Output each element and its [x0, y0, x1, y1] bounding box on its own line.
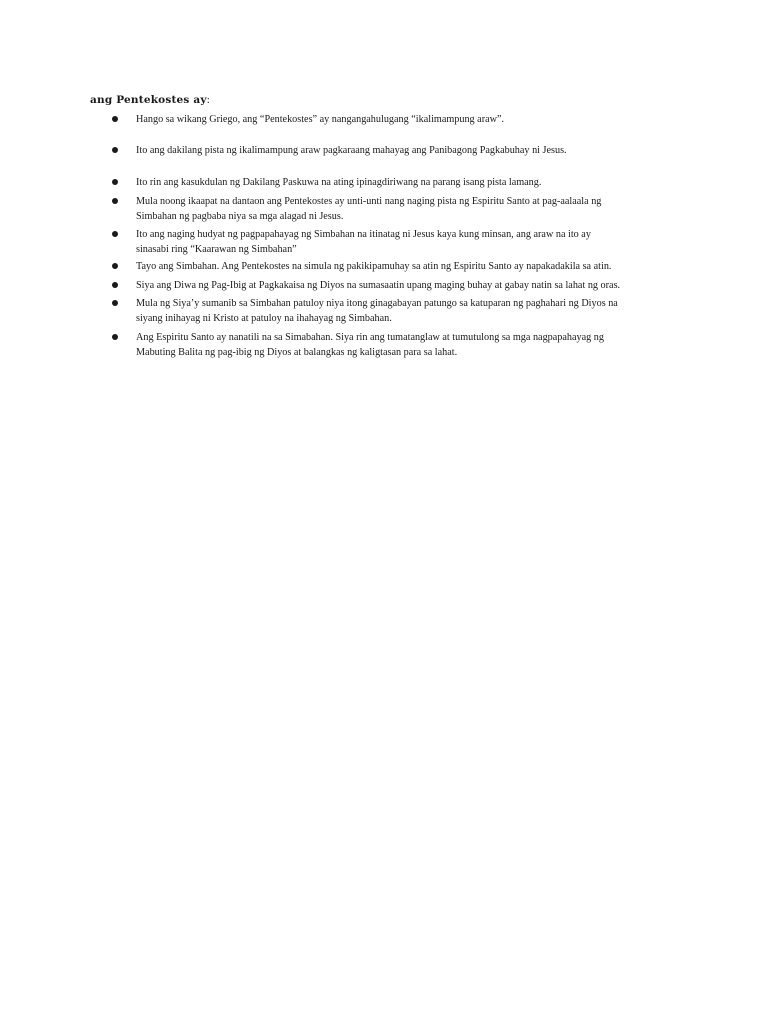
bullet-text [136, 330, 681, 360]
bullet-line: Ito rin ang kasukdulan ng Dakilang Paskuwa na ating ipinagdiriwang na parang isang pista lamang. [136, 177, 542, 188]
bullet-icon [112, 179, 118, 185]
bullet-icon [112, 263, 118, 269]
bullet-icon [112, 300, 118, 306]
bullet-text [136, 259, 681, 274]
bullet-text [136, 278, 681, 293]
bullet-icon [112, 147, 118, 153]
bullet-line: sinasabi ring “Kaarawan ng Simbahan” [136, 244, 297, 255]
section-heading-bold: ang Pentekostes ay [90, 94, 207, 106]
bullet-line: siyang inihayag ni Kristo at patuloy na ihahayag ng Simbahan. [136, 313, 392, 324]
bullet-text [136, 175, 681, 190]
bullet-text [136, 112, 681, 127]
bullet-icon [112, 231, 118, 237]
bullet-line: Ang Espiritu Santo ay nanatili na sa Simabahan. Siya rin ang tumatanglaw at tumutulong sa mga nagpapahayag ng [136, 332, 604, 343]
bullet-icon [112, 198, 118, 204]
bullet-line: Ito ang naging hudyat ng pagpapahayag ng Simbahan na itinatag ni Jesus kaya kung minsan, ang araw na ito ay [136, 229, 591, 240]
bullet-line: Tayo ang Simbahan. Ang Pentekostes na simula ng pakikipamuhay sa atin ng Espiritu Santo ay napakadakila sa atin. [136, 261, 612, 272]
bullet-line: Simbahan ng pagbaba niya sa mga alagad ni Jesus. [136, 211, 344, 222]
bullet-line: Siya ang Diwa ng Pag-Ibig at Pagkakaisa ng Diyos na sumasaatin upang maging buhay at gabay natin sa lahat ng oras. [136, 280, 621, 291]
bullet-icon [112, 282, 118, 288]
section-heading-colon: : [206, 94, 210, 106]
bullet-line: Mabuting Balita ng pag-ibig ng Diyos at balangkas ng kaligtasan para sa lahat. [136, 347, 458, 358]
bullet-line: Ito ang dakilang pista ng ikalimampung araw pagkaraang mahayag ang Panibagong Pagkabuhay ni Jesus. [136, 145, 567, 156]
bullet-line: Mula ng Siya’y sumanib sa Simbahan patuloy niya itong ginagabayan patungo sa katuparan ng paghahari ng Diyos na [136, 298, 618, 309]
bullet-line: Hango sa wikang Griego, ang “Pentekostes” ay nangangahulugang “ikalimampung araw”. [136, 114, 505, 125]
bullet-text [136, 296, 681, 326]
bullet-text [136, 227, 681, 257]
bullet-icon [112, 334, 118, 340]
bullet-text [136, 194, 681, 224]
bullet-text [136, 143, 681, 158]
bullet-icon [112, 116, 118, 122]
section-heading [90, 93, 210, 107]
bullet-line: Mula noong ikaapat na dantaon ang Pentekostes ay unti-unti nang naging pista ng Espiritu Santo at pag-aalaala ng [136, 196, 602, 207]
